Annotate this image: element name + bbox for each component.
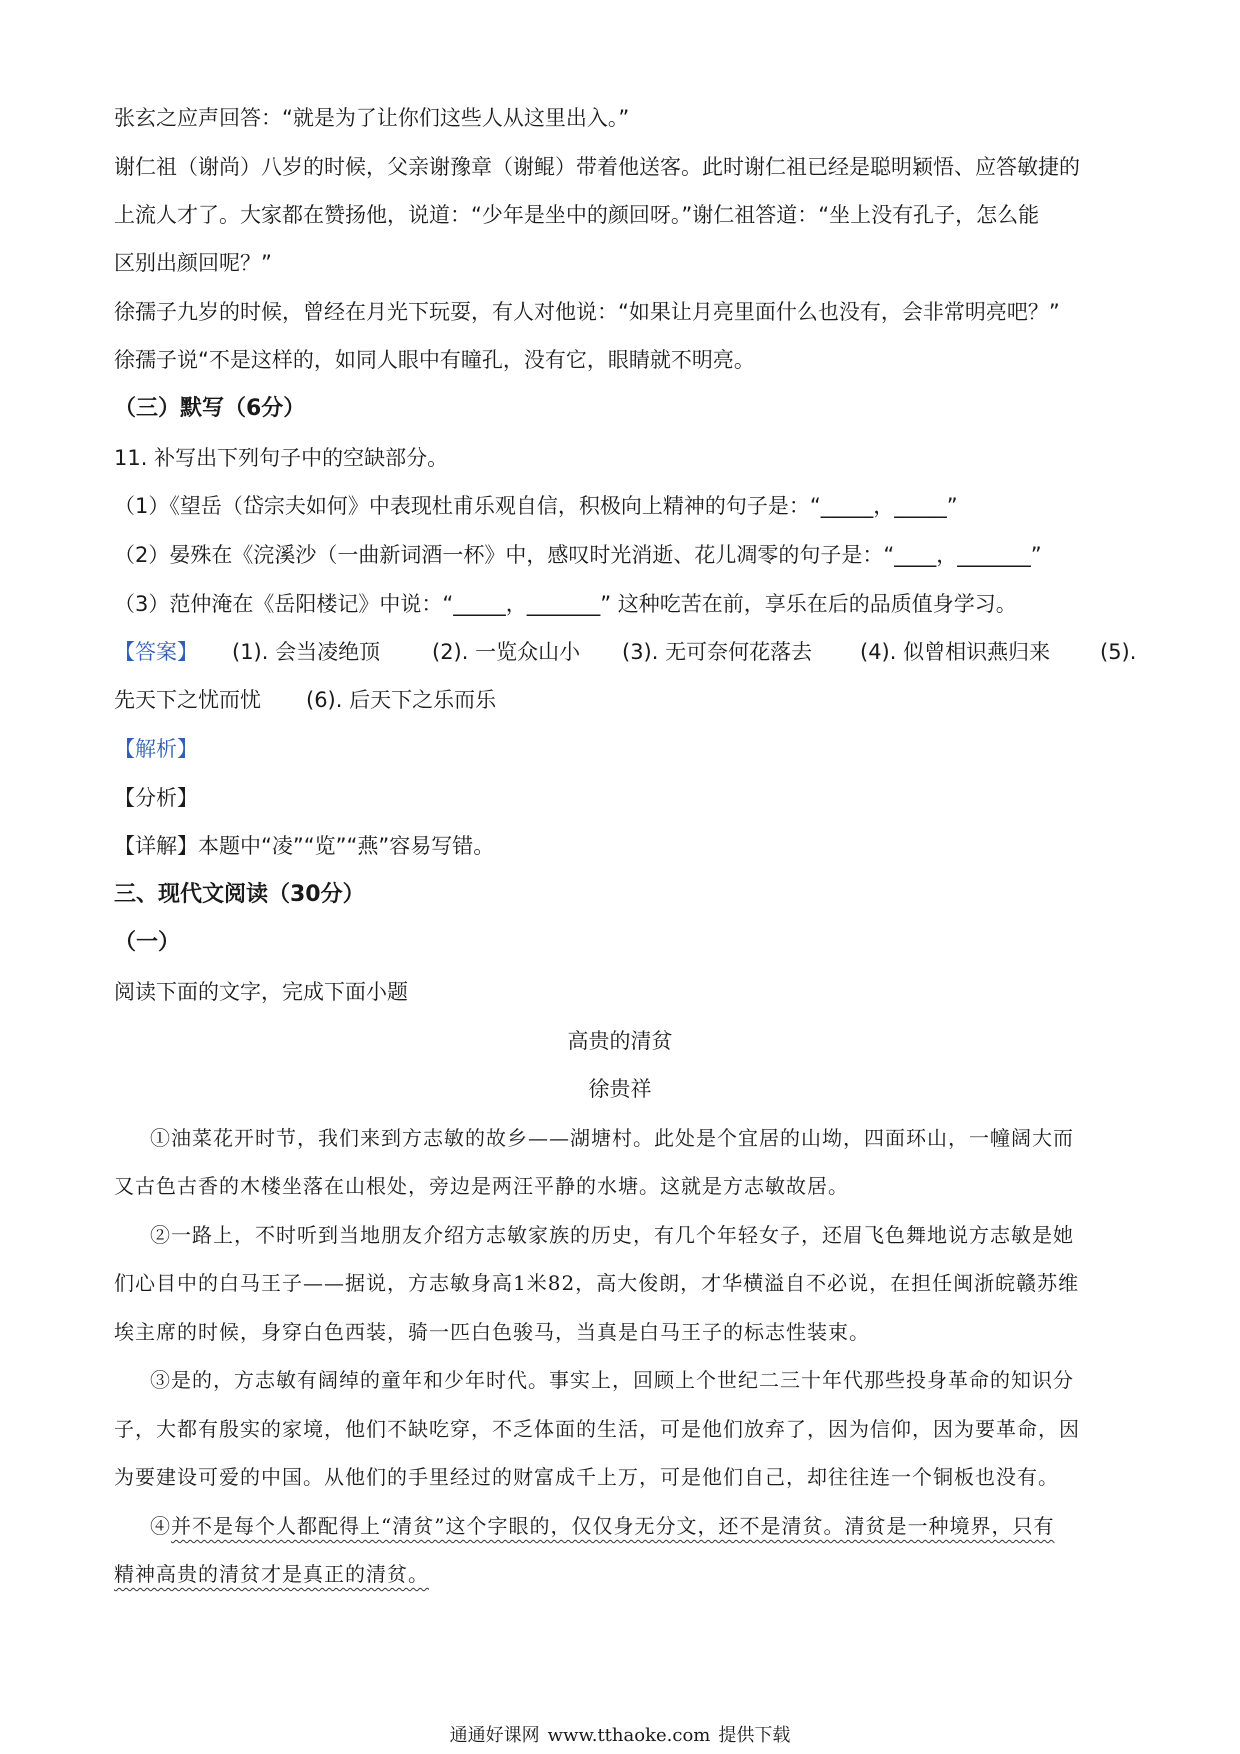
article-paragraph: 又古色古香的木楼坐落在山根处，旁边是两汪平静的水塘。这就是方志敏故居。 xyxy=(114,1174,849,1198)
article-paragraph: 埃主席的时候，身穿白色西装，骑一匹白色骏马，当真是白马王子的标志性装束。 xyxy=(114,1320,870,1344)
paragraph-line: 徐孺子九岁的时候，曾经在月光下玩耍，有人对他说：“如果让月亮里面什么也没有，会非常明亮吧？” xyxy=(114,300,1060,324)
answer-row xyxy=(114,637,1137,667)
footer-site: 通通好课网 xyxy=(449,1725,540,1746)
underlined-sentence: 精神高贵的清贫才是真正的清贫。 xyxy=(114,1562,429,1586)
sub-heading: （一） xyxy=(114,930,181,955)
analysis-label: 【解析】 xyxy=(114,737,198,761)
paragraph-line: 谢仁祖（谢尚）八岁的时候，父亲谢豫章（谢鲲）带着他送客。此时谢仁祖已经是聪明颖悟、应答敏捷的 xyxy=(114,155,1080,179)
instruction: 阅读下面的文字，完成下面小题 xyxy=(114,980,408,1004)
paragraph-line: 上流人才了。大家都在赞扬他，说道：“少年是坐中的颜回呀。”谢仁祖答道：“坐上没有孔子，怎么能 xyxy=(114,203,1040,227)
section-heading: （三）默写（6分） xyxy=(114,396,306,421)
answer-item: (2). 一览众山小 xyxy=(432,640,581,664)
paragraph-line: 徐孺子说“不是这样的，如同人眼中有瞳孔，没有它，眼睛就不明亮。 xyxy=(114,348,755,372)
answer-item: (1). 会当凌绝顶 xyxy=(232,640,381,664)
footer-note: 提供下载 xyxy=(718,1725,791,1746)
article-paragraph: ③是的，方志敏有阔绰的童年和少年时代。事实上，回顾上个世纪二三十年代那些投身革命的知识分 xyxy=(150,1368,1074,1392)
answer-item: (5). xyxy=(1100,640,1137,664)
footer-url[interactable]: www.tthaoke.com xyxy=(547,1725,711,1746)
answer-item: 先天下之忧而忧 xyxy=(114,688,261,712)
answer-item: (3). 无可奈何花落去 xyxy=(622,640,813,664)
article-paragraph: ①油菜花开时节，我们来到方志敏的故乡——湖塘村。此处是个宜居的山坳，四面环山，一幢阔大而 xyxy=(150,1126,1074,1150)
answer-row xyxy=(114,685,714,715)
question-stem: 11. 补写出下列句子中的空缺部分。 xyxy=(114,446,449,470)
answer-item: (6). 后天下之乐而乐 xyxy=(306,688,497,712)
paragraph-line: 区别出颜回呢？” xyxy=(114,251,272,275)
article-paragraph xyxy=(150,1511,1054,1541)
paragraph-line: 张玄之应声回答：“就是为了让你们这些人从这里出入。” xyxy=(114,106,630,130)
article-paragraph: 为要建设可爱的中国。从他们的手里经过的财富成千上万，可是他们自己，却往往连一个铜板也没有。 xyxy=(114,1465,1059,1489)
underlined-sentence: 并不是每个人都配得上“清贫”这个字眼的，仅仅身无分文，还不是清贫。清贫是一种境界，只有 xyxy=(171,1514,1055,1538)
article-paragraph: ②一路上，不时听到当地朋友介绍方志敏家族的历史，有几个年轻女子，还眉飞色舞地说方志敏是她 xyxy=(150,1223,1074,1247)
part-heading: 三、现代文阅读（30分） xyxy=(114,882,365,907)
article-paragraph: 子，大都有殷实的家境，他们不缺吃穿，不乏体面的生活，可是他们放弃了，因为信仰，因为要革命，因 xyxy=(114,1417,1080,1441)
question-item: （1）《望岳（岱宗夫如何》中表现杜甫乐观自信，积极向上精神的句子是：“_____，_____” xyxy=(114,494,958,518)
answer-item: (4). 似曾相识燕归来 xyxy=(860,640,1051,664)
question-item: （2）晏殊在《浣溪沙（一曲新词酒一杯》中，感叹时光消逝、花儿凋零的句子是：“____，_______” xyxy=(114,543,1042,567)
article-title: 高贵的清贫 xyxy=(567,1029,673,1053)
question-item: （3）范仲淹在《岳阳楼记》中说：“_____，_______” 这种吃苦在前，享乐在后的品质值身学习。 xyxy=(114,592,1017,616)
article-paragraph xyxy=(114,1559,429,1589)
page-footer xyxy=(0,1721,1240,1747)
answer-label: 【答案】 xyxy=(114,640,198,664)
article-paragraph: 们心目中的白马王子——据说，方志敏身高1米82，高大俊朗，才华横溢自不必说，在担任闽浙皖赣苏维 xyxy=(114,1271,1080,1295)
analysis-sub-label: 【分析】 xyxy=(114,786,198,810)
paragraph-number: ④ xyxy=(150,1514,171,1538)
analysis-detail: 【详解】本题中“凌”“览”“燕”容易写错。 xyxy=(114,834,495,858)
article-author: 徐贵祥 xyxy=(588,1077,652,1101)
